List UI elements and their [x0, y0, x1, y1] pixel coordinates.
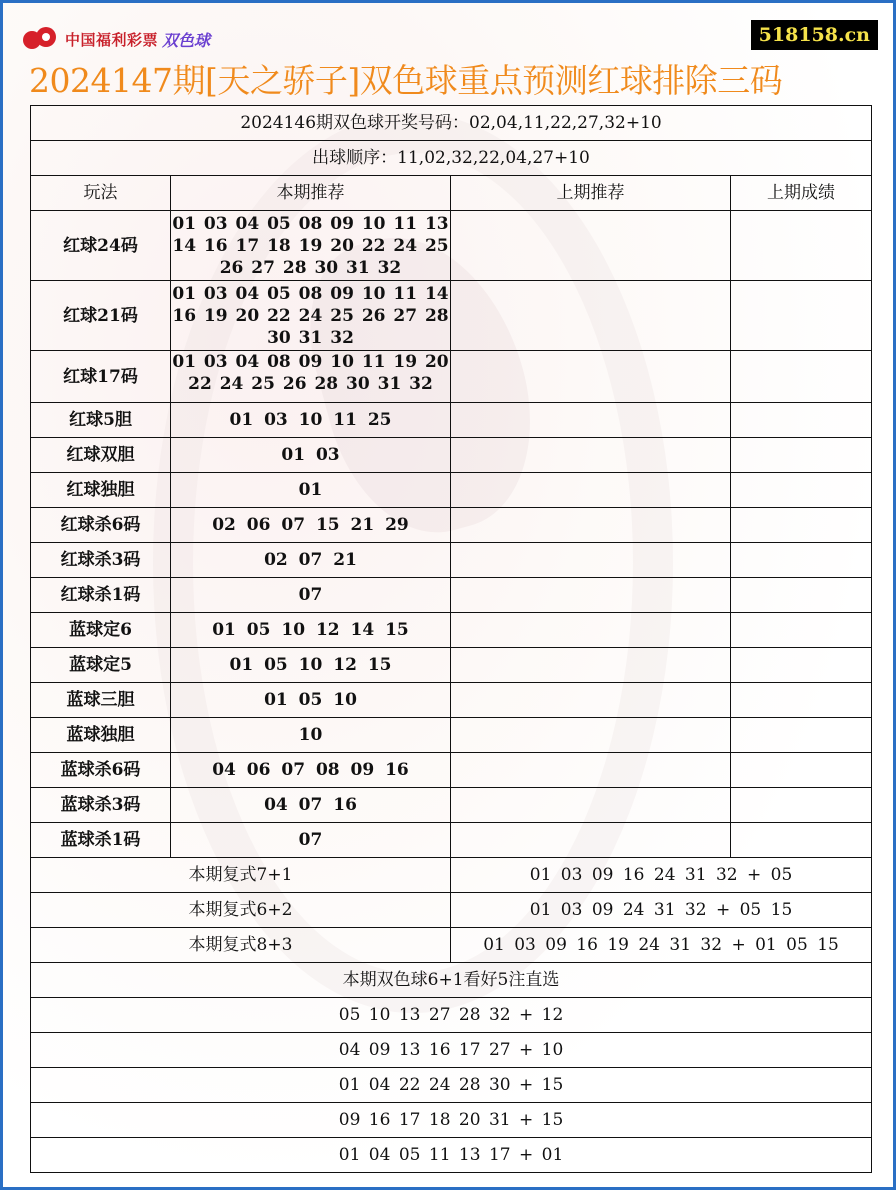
compound-numbers: 01 03 09 16 19 24 31 32 + 01 05 15	[451, 928, 872, 963]
row-current: 01 03 10 11 25	[171, 403, 451, 438]
last-draw-row	[31, 106, 872, 141]
pick-line: 09 16 17 18 20 31 + 15	[31, 1103, 872, 1138]
pick-row	[31, 1033, 872, 1068]
row-previous	[451, 718, 731, 753]
pick-row	[31, 1138, 872, 1173]
row-current: 01 03 04 08 09 10 11 19 20 22 24 25 26 28 30 31 32	[171, 351, 451, 403]
row-result	[731, 718, 872, 753]
row-current: 01 03	[171, 438, 451, 473]
row-result	[731, 403, 872, 438]
welfare-lottery-logo-icon	[21, 25, 61, 53]
compound-row	[31, 893, 872, 928]
row-previous	[451, 543, 731, 578]
row-label: 蓝球定6	[31, 613, 171, 648]
row-previous	[451, 351, 731, 403]
row-current: 02 06 07 15 21 29	[171, 508, 451, 543]
header-play: 玩法	[31, 176, 171, 211]
row-label: 蓝球定5	[31, 648, 171, 683]
row-result	[731, 473, 872, 508]
row-previous	[451, 823, 731, 858]
table-row	[31, 508, 872, 543]
row-result	[731, 281, 872, 351]
row-result	[731, 648, 872, 683]
row-previous	[451, 683, 731, 718]
row-label: 红球独胆	[31, 473, 171, 508]
pick-line: 04 09 13 16 17 27 + 10	[31, 1033, 872, 1068]
row-label: 蓝球三胆	[31, 683, 171, 718]
lottery-logo	[21, 25, 210, 53]
pick-row	[31, 1103, 872, 1138]
row-label: 蓝球杀6码	[31, 753, 171, 788]
row-label: 红球杀1码	[31, 578, 171, 613]
picks-title: 本期双色球6+1看好5注直选	[31, 963, 872, 998]
row-result	[731, 788, 872, 823]
row-current: 01 05 10	[171, 683, 451, 718]
row-current: 04 06 07 08 09 16	[171, 753, 451, 788]
row-previous	[451, 753, 731, 788]
table-row	[31, 351, 872, 403]
row-current: 01 03 04 05 08 09 10 11 14 16 19 20 22 24 25 26 27 28 30 31 32	[171, 281, 451, 351]
row-result	[731, 211, 872, 281]
table-row	[31, 281, 872, 351]
row-label: 红球21码	[31, 281, 171, 351]
row-current: 01 03 04 05 08 09 10 11 13 14 16 17 18 19 20 22 24 25 26 27 28 30 31 32	[171, 211, 451, 281]
table-row	[31, 823, 872, 858]
logo-text: 中国福利彩票	[65, 30, 159, 49]
row-result	[731, 683, 872, 718]
row-previous	[451, 788, 731, 823]
row-result	[731, 613, 872, 648]
row-result	[731, 351, 872, 403]
compound-numbers: 01 03 09 24 31 32 + 05 15	[451, 893, 872, 928]
logo-product-text: 双色球	[162, 30, 211, 50]
row-previous	[451, 211, 731, 281]
row-current: 01 05 10 12 15	[171, 648, 451, 683]
row-current: 07	[171, 823, 451, 858]
row-result	[731, 753, 872, 788]
pick-row	[31, 1068, 872, 1103]
row-result	[731, 543, 872, 578]
row-label: 红球17码	[31, 351, 171, 403]
compound-label: 本期复式7+1	[31, 858, 451, 893]
row-previous	[451, 438, 731, 473]
row-label: 蓝球杀3码	[31, 788, 171, 823]
table-row	[31, 473, 872, 508]
header-current: 本期推荐	[171, 176, 451, 211]
row-label: 红球杀3码	[31, 543, 171, 578]
row-label: 红球5胆	[31, 403, 171, 438]
site-badge: 518158.cn	[751, 20, 878, 50]
table-row	[31, 211, 872, 281]
compound-label: 本期复式6+2	[31, 893, 451, 928]
pick-line: 01 04 05 11 13 17 + 01	[31, 1138, 872, 1173]
row-result	[731, 508, 872, 543]
row-label: 红球24码	[31, 211, 171, 281]
compound-row	[31, 928, 872, 963]
row-previous	[451, 613, 731, 648]
row-current: 01 05 10 12 14 15	[171, 613, 451, 648]
row-previous	[451, 648, 731, 683]
row-previous	[451, 508, 731, 543]
row-previous	[451, 281, 731, 351]
pick-line: 05 10 13 27 28 32 + 12	[31, 998, 872, 1033]
table-header-row	[31, 176, 872, 211]
prediction-table	[30, 105, 872, 1173]
row-current: 07	[171, 578, 451, 613]
row-result	[731, 438, 872, 473]
table-row	[31, 788, 872, 823]
table-row	[31, 578, 872, 613]
table-row	[31, 403, 872, 438]
table-row	[31, 648, 872, 683]
table-row	[31, 753, 872, 788]
table-row	[31, 438, 872, 473]
page-frame	[3, 3, 893, 1187]
row-label: 蓝球独胆	[31, 718, 171, 753]
row-label: 红球杀6码	[31, 508, 171, 543]
row-result	[731, 823, 872, 858]
header-result: 上期成绩	[731, 176, 872, 211]
picks-title-row	[31, 963, 872, 998]
draw-order-row	[31, 141, 872, 176]
compound-numbers: 01 03 09 16 24 31 32 + 05	[451, 858, 872, 893]
pick-line: 01 04 22 24 28 30 + 15	[31, 1068, 872, 1103]
table-row	[31, 683, 872, 718]
header-previous: 上期推荐	[451, 176, 731, 211]
row-current: 02 07 21	[171, 543, 451, 578]
compound-row	[31, 858, 872, 893]
row-label: 蓝球杀1码	[31, 823, 171, 858]
row-previous	[451, 403, 731, 438]
row-result	[731, 578, 872, 613]
row-current: 01	[171, 473, 451, 508]
table-row	[31, 718, 872, 753]
row-label: 红球双胆	[31, 438, 171, 473]
pick-row	[31, 998, 872, 1033]
row-previous	[451, 578, 731, 613]
table-row	[31, 543, 872, 578]
table-row	[31, 613, 872, 648]
row-previous	[451, 473, 731, 508]
row-current: 10	[171, 718, 451, 753]
page-title: 2024147期[天之骄子]双色球重点预测红球排除三码	[29, 61, 783, 100]
draw-order-text: 出球顺序：11,02,32,22,04,27+10	[31, 141, 872, 176]
row-current: 04 07 16	[171, 788, 451, 823]
compound-label: 本期复式8+3	[31, 928, 451, 963]
last-draw-text: 2024146期双色球开奖号码：02,04,11,22,27,32+10	[31, 106, 872, 141]
